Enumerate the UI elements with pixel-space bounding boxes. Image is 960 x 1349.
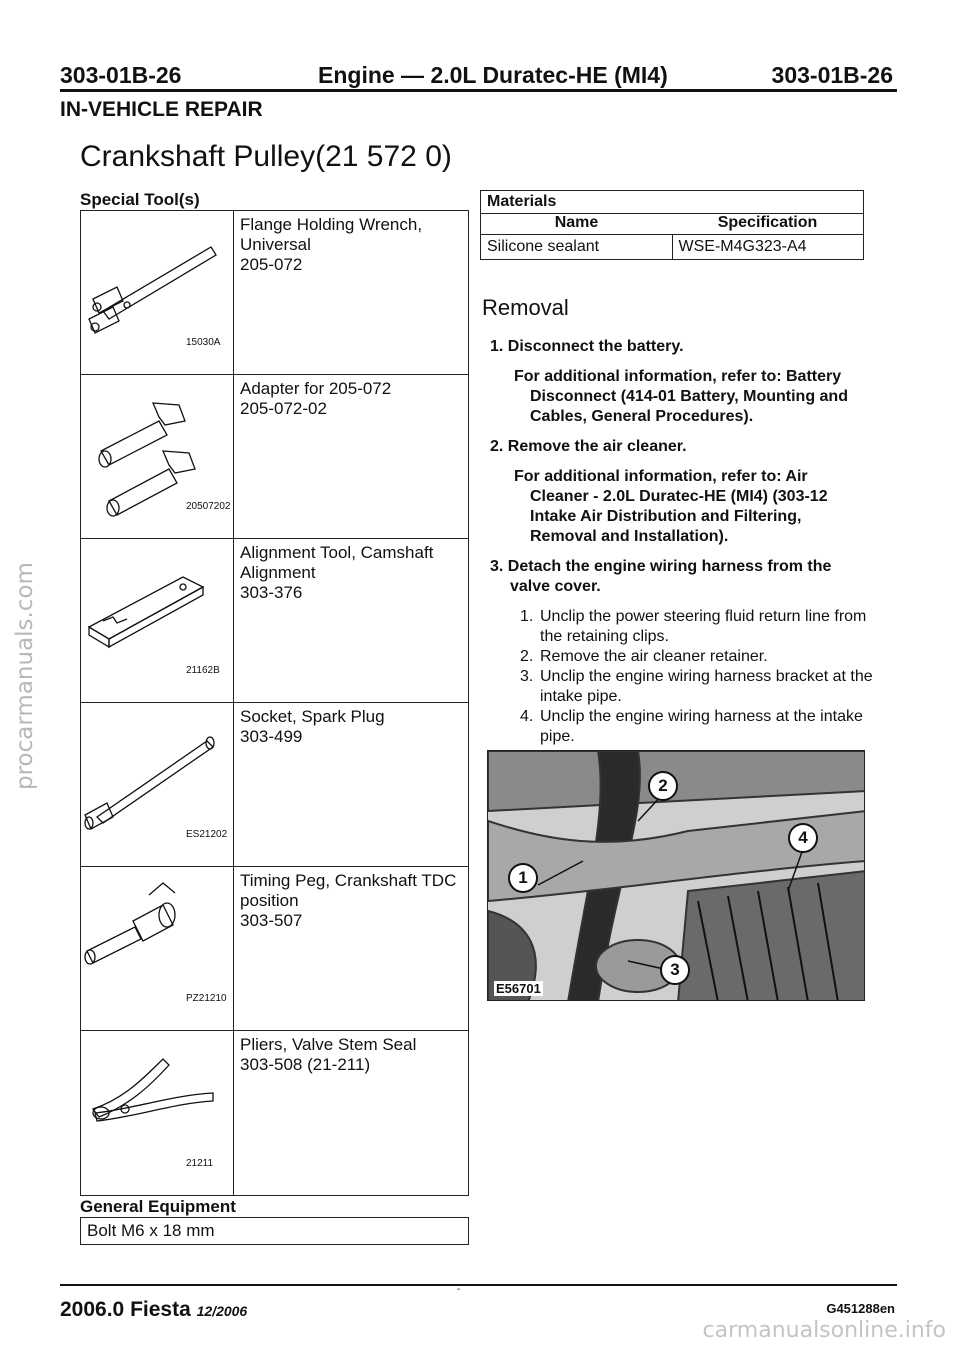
tool-code: 15030A (186, 337, 221, 348)
substep-number: 2. (520, 648, 534, 665)
tool-number: 303-507 (240, 911, 303, 930)
general-equipment-label: General Equipment (80, 1197, 236, 1216)
substep-text: Remove the air cleaner retainer. (540, 648, 768, 665)
tool-illustration (81, 1031, 234, 1195)
callout-1: 1 (508, 863, 538, 893)
note-line: Intake Air Distribution and Filtering, (530, 508, 802, 525)
note-line: For additional information, refer to: Air (514, 468, 808, 485)
tool-code: 21211 (186, 1158, 214, 1169)
page-footer (60, 1284, 897, 1321)
tool-code: 21162B (186, 665, 220, 676)
page-title: Crankshaft Pulley(21 572 0) (80, 140, 452, 173)
tool-name-line: Flange Holding Wrench, (240, 215, 423, 234)
general-equipment-item: Bolt M6 x 18 mm (80, 1217, 469, 1245)
column-name: Name (554, 214, 599, 231)
footer-date: 12/2006 (196, 1303, 248, 1319)
special-tools-label: Special Tool(s) (80, 190, 200, 209)
tool-row (81, 211, 468, 375)
substep (520, 647, 890, 667)
tool-name-line: position (240, 891, 299, 910)
tool-name-line: Pliers, Valve Stem Seal (240, 1035, 417, 1054)
tool-code: 20507202 (186, 501, 231, 512)
tool-description (234, 703, 391, 866)
tool-description (234, 1031, 422, 1195)
footer-doc-code: G451288en (826, 1301, 895, 1316)
header-page-left: 303-01B-26 (60, 62, 182, 88)
tool-name-line: Timing Peg, Crankshaft TDC (240, 871, 457, 890)
substep-number: 3. (520, 668, 534, 685)
materials-row (480, 234, 864, 260)
step-2: 2. Remove the air cleaner. (490, 438, 687, 455)
tool-description (234, 539, 439, 702)
section-heading: IN-VEHICLE REPAIR (60, 98, 263, 121)
removal-heading: Removal (482, 295, 569, 320)
tool-row (81, 375, 468, 539)
tool-name-line: Alignment Tool, Camshaft (240, 543, 434, 562)
tool-description (234, 375, 397, 538)
materials-table (480, 190, 864, 260)
substep-text: Unclip the power steering fluid return line from the retaining clips. (540, 608, 867, 645)
substep-number: 4. (520, 708, 534, 725)
note-line: Removal and Installation). (530, 528, 729, 545)
footer-model (60, 1298, 247, 1322)
tool-illustration (81, 539, 234, 702)
materials-heading: Materials (480, 190, 864, 214)
substep (520, 607, 890, 647)
tool-illustration (81, 867, 234, 1030)
tool-number: 303-499 (240, 727, 303, 746)
substep (520, 707, 890, 747)
engine-photo (487, 750, 865, 1001)
callout-3: 3 (660, 955, 690, 985)
note-line: Cleaner - 2.0L Duratec-HE (MI4) (303-12 (530, 488, 828, 505)
footer-model-name: 2006.0 Fiesta (60, 1298, 191, 1321)
materials-column-headers (480, 214, 864, 234)
step-3 (490, 557, 890, 597)
tool-code: PZ21210 (186, 993, 227, 1004)
tool-description (234, 867, 462, 1030)
tool-number: 303-508 (21-211) (240, 1055, 371, 1074)
tool-name-line: Universal (240, 235, 311, 254)
note-line: Disconnect (414-01 Battery, Mounting and (530, 388, 848, 405)
removal-steps (490, 337, 890, 747)
note-line: Cables, General Procedures). (530, 408, 754, 425)
substep-number: 1. (520, 608, 534, 625)
note-line: For additional information, refer to: Battery (514, 368, 842, 385)
tool-name-line: Alignment (240, 563, 316, 582)
tool-row (81, 867, 468, 1031)
column-specification: Specification (717, 214, 818, 231)
tool-description (234, 211, 428, 374)
step-1: 1. Disconnect the battery. (490, 338, 684, 355)
tool-number: 205-072-02 (240, 399, 327, 418)
substep-text: Unclip the engine wiring harness at the intake pipe. (540, 708, 863, 745)
callout-2: 2 (648, 771, 678, 801)
tool-row (81, 1031, 468, 1195)
page-header (60, 62, 897, 92)
footer-mark: - (457, 1284, 461, 1295)
tool-name-line: Adapter for 205-072 (240, 379, 392, 398)
header-title: Engine — 2.0L Duratec-HE (MI4) (318, 62, 668, 88)
tool-illustration (81, 703, 234, 866)
tool-number: 303-376 (240, 583, 303, 602)
side-watermark: procarmanuals.com (12, 562, 38, 790)
tool-illustration (81, 211, 234, 374)
bottom-watermark: carmanualsonline.info (702, 1318, 946, 1343)
photo-code: E56701 (496, 981, 541, 996)
callout-4: 4 (788, 823, 818, 853)
tool-row (81, 703, 468, 867)
header-page-right: 303-01B-26 (771, 62, 893, 88)
tool-number: 205-072 (240, 255, 303, 274)
tool-illustration (81, 375, 234, 538)
tool-row (81, 539, 468, 703)
material-spec: WSE-M4G323-A4 (678, 238, 807, 255)
substep (520, 667, 890, 707)
step-2-note (514, 467, 890, 547)
tool-name-line: Socket, Spark Plug (240, 707, 385, 726)
step-line: 3. Detach the engine wiring harness from the (490, 558, 832, 575)
step-line: valve cover. (510, 578, 601, 595)
step-1-note (514, 367, 890, 427)
special-tools-table (80, 210, 469, 1196)
substep-text: Unclip the engine wiring harness bracket at the intake pipe. (540, 668, 873, 705)
tool-code: ES21202 (186, 829, 228, 840)
material-name: Silicone sealant (481, 235, 673, 259)
